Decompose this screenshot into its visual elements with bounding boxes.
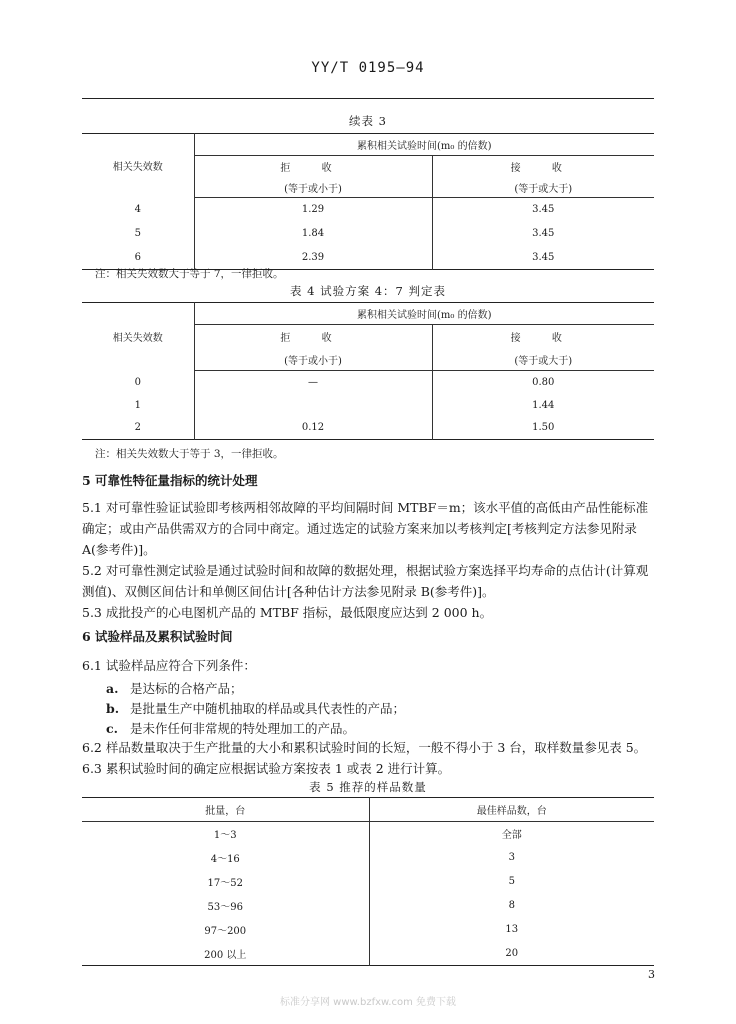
- list-item: b. 是批量生产中随机抽取的样品或具代表性的产品；: [106, 701, 406, 716]
- table5: [82, 797, 654, 966]
- accept-header: 接 收: [510, 163, 576, 175]
- table-row: 5 1.84 3.45: [82, 222, 654, 246]
- section5-heading: 5 可靠性特征量指标的统计处理: [82, 473, 258, 488]
- reject-header: 拒 收: [194, 156, 432, 178]
- reject-subheader: (等于或小于): [194, 349, 432, 371]
- table4-caption: 表 4 试验方案 4：7 判定表: [289, 284, 447, 298]
- standard-number: YY/T 0195—94: [311, 60, 425, 76]
- accept-subheader: (等于或大于): [432, 349, 654, 371]
- table-row: 4～16 3: [82, 846, 654, 870]
- group-header: 累积相关试验时间(m₀ 的倍数): [194, 134, 654, 156]
- section6-paragraph-3: 6.3 累积试验时间的确定应根据试验方案按表 1 或表 2 进行计算。: [82, 761, 451, 776]
- table-row: 4 1.29 3.45: [82, 198, 654, 222]
- section5-paragraph-1: 5.1 对可靠性验证试验即考核两相邻故障的平均间隔时间 MTBF＝m；该水平值的高低由产品性能标准确定；或由产品供需双方的合同中商定。通过选定的试验方案来加以考核判定[考核判定方法参见附录 A(参考件)]。: [82, 500, 649, 557]
- table-row: 1～3 全部: [82, 822, 654, 846]
- sample-header: 最佳样品数，台: [369, 798, 654, 822]
- section6-heading: 6 试验样品及累积试验时间: [82, 629, 233, 644]
- table-row: 0 — 0.80: [82, 371, 654, 394]
- table-row: 2 0.12 1.50: [82, 417, 654, 440]
- reject-header: 拒 收: [194, 325, 432, 349]
- accept-header: 接 收: [510, 333, 576, 345]
- footer-watermark: 标准分享网 www.bzfxw.com 免费下载: [280, 997, 456, 1008]
- table-row: 6 2.39 3.45: [82, 246, 654, 270]
- section6-paragraph-2: 6.2 样品数量取决于生产批量的大小和累积试验时间的长短，一般不得小于 3 台，取样数量参见表 5。: [82, 740, 647, 755]
- accept-subheader: (等于或大于): [432, 178, 654, 198]
- header-rule: [82, 98, 654, 99]
- table4: [82, 302, 654, 440]
- table-row: 53～96 8: [82, 894, 654, 918]
- table3-cont: [82, 133, 654, 270]
- table-row: 97～200 13: [82, 918, 654, 942]
- group-header: 累积相关试验时间(m₀ 的倍数): [194, 303, 654, 325]
- section5-paragraph-2: 5.2 对可靠性测定试验是通过试验时间和故障的数据处理，根据试验方案选择平均寿命的点估计(计算观测值)、双侧区间估计和单侧区间估计[各种估计方法参见附录 B(参考件)]。: [82, 563, 649, 599]
- table-row: 1 1.44: [82, 394, 654, 417]
- reject-subheader: (等于或小于): [194, 178, 432, 198]
- table-row: 17～52 5: [82, 870, 654, 894]
- table3-note: 注：相关失效数大于等于 7，一律拒收。: [95, 268, 284, 280]
- table4-note: 注：相关失效数大于等于 3，一律拒收。: [95, 448, 284, 460]
- table5-caption: 表 5 推荐的样品数量: [309, 780, 427, 794]
- table3-caption: 续表 3: [349, 114, 387, 128]
- table-row: 200 以上 20: [82, 942, 654, 966]
- section6-paragraph-1: 6.1 试验样品应符合下列条件：: [82, 658, 256, 673]
- list-item: c. 是未作任何非常规的特处理加工的产品。: [106, 721, 356, 736]
- row-header-cell: 相关失效数: [82, 303, 194, 371]
- row-header-cell: 相关失效数: [82, 134, 194, 198]
- batch-header: 批量，台: [82, 798, 369, 822]
- page-number: 3: [648, 968, 655, 981]
- list-item: a. 是达标的合格产品；: [106, 681, 243, 696]
- section5-paragraph-3: 5.3 成批投产的心电图机产品的 MTBF 指标，最低限度应达到 2 000 h。: [82, 605, 493, 620]
